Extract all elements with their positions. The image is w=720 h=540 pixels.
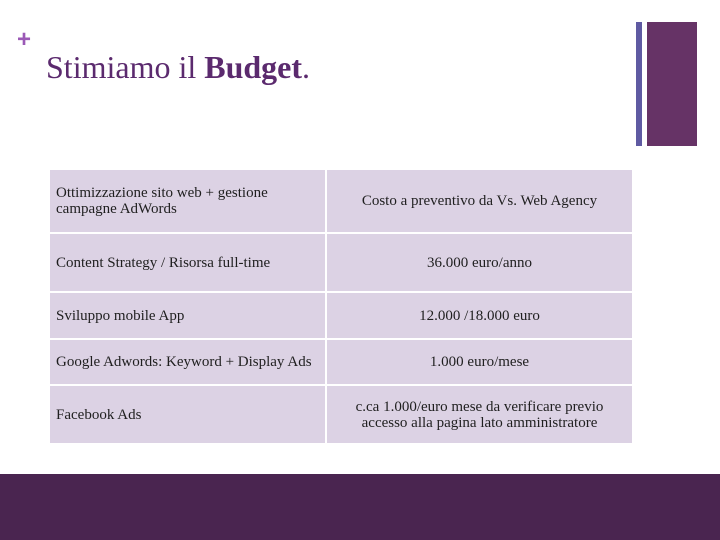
table-row <box>49 169 633 233</box>
item-cell: Google Adwords: Keyword + Display Ads <box>49 339 326 385</box>
cost-cell: 12.000 /18.000 euro <box>326 292 633 339</box>
table-row <box>49 292 633 339</box>
title-end: . <box>302 49 311 85</box>
table-row <box>49 385 633 444</box>
item-cell: Content Strategy / Risorsa full-time <box>49 233 326 292</box>
item-cell: Sviluppo mobile App <box>49 292 326 339</box>
table-row <box>49 339 633 385</box>
cost-cell: c.ca 1.000/euro mese da verificare previo accesso alla pagina lato amministratore <box>326 385 633 444</box>
table-row <box>49 233 633 292</box>
page-title <box>46 48 310 86</box>
plus-icon: + <box>17 26 32 53</box>
cost-cell: 36.000 euro/anno <box>326 233 633 292</box>
budget-table <box>48 168 634 445</box>
title-bold: Budget <box>204 49 303 85</box>
item-cell: Ottimizzazione sito web + gestione campagne AdWords <box>49 169 326 233</box>
decorative-bar-thick <box>647 22 697 146</box>
cost-cell: Costo a preventivo da Vs. Web Agency <box>326 169 633 233</box>
cost-cell: 1.000 euro/mese <box>326 339 633 385</box>
bottom-bar <box>0 474 720 540</box>
decorative-bar-thin <box>636 22 642 146</box>
title-plain: Stimiamo il <box>46 49 205 85</box>
item-cell: Facebook Ads <box>49 385 326 444</box>
